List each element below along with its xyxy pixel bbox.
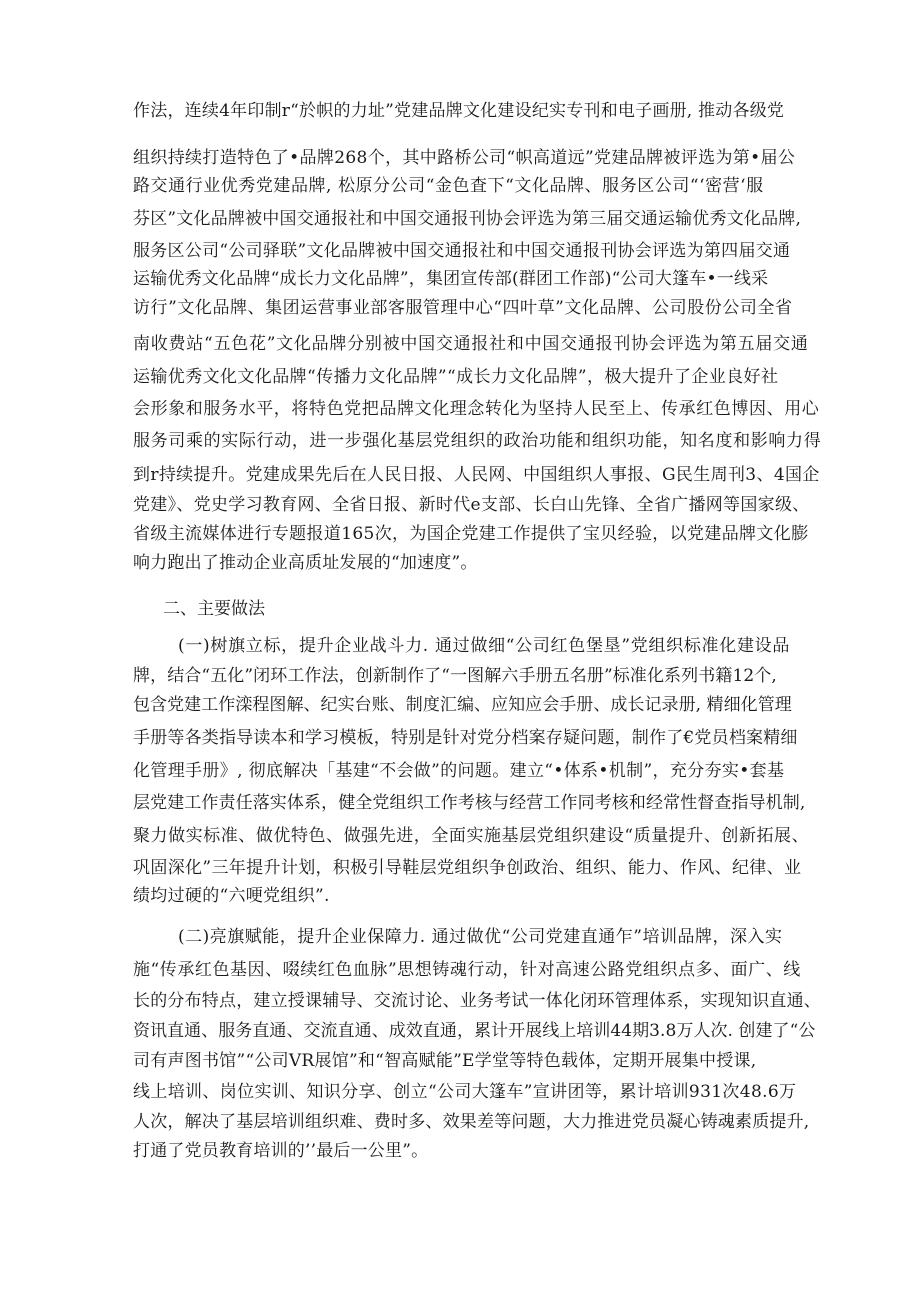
text-line: 党建》、党史学习教育网、全省日报、新时代e支部、长白山先锋、全省广播网等国家级、 [133,495,810,515]
text-line: 绩均过硬的“六哽党组织”. [133,886,330,906]
text-line: 运输优秀文化文化品牌“传播力文化品牌”“成长力文化品牌”，极大提升了企业良好社 [133,367,779,387]
text-line: 会形象和服务水平，将特色党把品牌文化理念转化为坚持人民至上、传承红色博因、用心 [133,399,820,419]
text-line: 服务司乘的实际行动，进一步强化基层党组织的政治功能和组织功能，知名度和影响力得 [133,431,822,451]
text-line: 到r持续提升。党建成果先后在人民日报、人民网、中国组织人事报、G民生周刊3、4国企 [133,465,820,485]
text-line: 化管理手册》, 彻底解决「基建“不会做”的问题。建立“•体系•机制”，充分夯实•套基 [133,761,785,781]
text-line: 层党建工作责任落实体系，健全党组织工作考核与经营工作同考核和经常性督查指导机制, [133,793,806,813]
text-line: 组织持续打造特色了•品牌268个，其中路桥公司“帜高道远”党建品牌被评选为第•届公 [133,148,796,168]
text-line: 包含党建工作滦程图解、纪实台账、制度汇编、应知应会手册、成长记录册, 精细化管理 [133,695,792,715]
text-line: 芬区”文化品牌被中国交通报社和中国交通报刊协会评选为第三届交通运输优秀文化品牌, [133,209,802,229]
text-line: (一)树旗立标，提升企业战斗力. 通过做细“公司红色堡垦”党组织标准化建设品 [178,636,791,656]
text-line: 手册等各类指导读本和学习模板，特别是针对党分档案存疑问题，制作了€党员档案精细 [133,728,798,748]
text-line: 运输优秀文化品牌“成长力文化品牌”，集团宣传部(群团工作部)“公司大篷车•一线采 [133,269,769,289]
text-line: 路交通行业优秀党建品牌, 松原分公司“金色査下“文化品牌、服务区公司“‘密营‘服 [133,176,764,196]
text-line: 省级主流媒体进行专题报道165次，为国企党建工作提供了宝贝经验，以党建品牌文化膨 [133,524,809,544]
text-line: 牌，结合“五化”闭环工作法，创新制作了“一图解六手册五名册”标准化系列书籍12个, [133,666,777,686]
section-heading: 二、主要做法 [163,599,265,619]
text-line: 响力跑出了推动企业高质址发展的“加速度”。 [133,553,478,573]
text-line: 司有声图书馆”“公司VR展馆”和“智高赋能”E学堂等特色载体，定期开展集中授课, [133,1051,757,1071]
text-line: 打通了党员教育培训的’’最后一公里”。 [133,1141,429,1161]
text-line: 访行”文化品牌、集团运营事业部客服管理中心“四叶草”文化品牌、公司股份公司全省 [133,298,793,318]
text-line: 资讯直通、服务直通、交流直通、成效直通，累计开展线上培训44期3.8万人次. 创建了“公 [133,1021,816,1041]
text-line: 聚力做实标准、做优特色、做强先进，全面实施基层党组织建设“质量提升、创新拓展、 [133,826,810,846]
text-line: 线上培训、岗位实训、知识分享、创立“公司大篷车”宣讲团等，累计培训931次48.6万 [133,1082,797,1102]
text-line: 南收费站“五色花”文化品牌分别被中国交通报社和中国交通报刊协会评选为第五届交通 [133,334,809,354]
text-line: 服务区公司“公司驿联”文化品牌被中国交通报社和中国交通报刊协会评选为第四届交通 [133,241,791,261]
text-line: 巩固深化”三年提升计划，积极引导鞋层党组织争创政治、组织、能力、作风、纪律、业 [133,858,802,878]
text-line: 人次，解决了基层培训组织难、费时多、效果差等问题，大力推进党员凝心铸魂素质提升, [133,1112,810,1132]
text-line: 施“传承红色基因、啜续红色血脉”思想铸魂行动，针对高速公路党组织点多、面广、线 [133,960,801,980]
text-line: 长的分布特点，建立授课辅导、交流讨论、业务考试一体化闭环管理体系，实现知识直通、 [133,991,821,1011]
text-line: 作法，连续4年印制r“於帜的力址”党建品牌文化建设纪实专刊和电子画册, 推动各级党 [133,101,785,121]
text-line: (二)亮旗赋能，提升企业保障力. 通过做优“公司党建直通乍”培训品牌，深入实 [178,927,783,947]
